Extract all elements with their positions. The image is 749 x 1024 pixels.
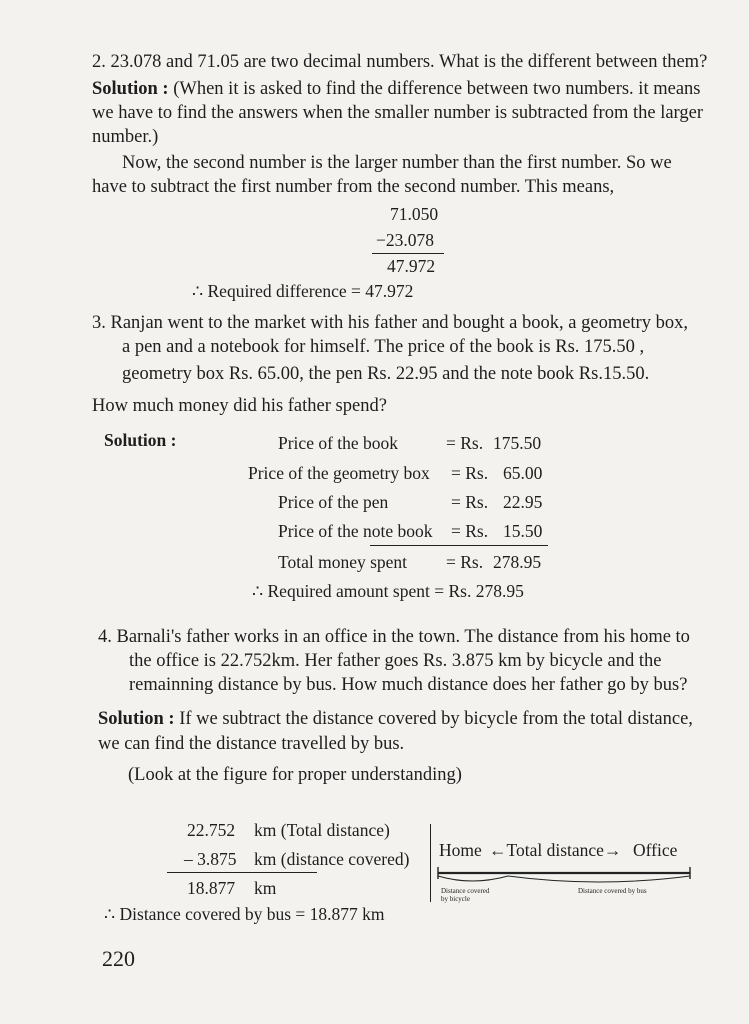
q2-result: ∴ Required difference = 47.972	[192, 281, 414, 301]
q4-question-line2: the office is 22.752km. Her father goes Rs. 3.875 km by bicycle and the	[129, 651, 662, 671]
q4-calc-bicycle-note: km (distance covered)	[254, 849, 410, 869]
q3-row-label: Price of the note book	[278, 521, 433, 541]
q2-solution-line3: number.)	[92, 127, 159, 147]
q4-look-note: (Look at the figure for proper understanding)	[128, 765, 462, 785]
q3-row-label: Price of the pen	[278, 492, 389, 512]
q2-now-line1: Now, the second number is the larger number than the first number. So we	[122, 153, 672, 173]
bicycle-label-line1: Distance covered	[441, 887, 490, 895]
q2-solution-label: Solution :	[92, 79, 169, 99]
figure-office-label: Office	[633, 840, 678, 860]
q3-result: ∴ Required amount spent = Rs. 278.95	[252, 581, 524, 601]
q4-calc-result: 18.877	[187, 878, 236, 898]
q4-calc-bicycle: – 3.875	[184, 849, 237, 869]
q4-solution-line1	[98, 710, 693, 729]
q3-row-label: Price of the book	[278, 433, 399, 453]
distance-line-figure	[434, 860, 696, 890]
q2-calc-rule	[372, 253, 444, 254]
q4-calc-rule	[167, 872, 317, 873]
q4-question-line1: 4. Barnali's father works in an office in the town. The distance from his home to	[98, 627, 690, 647]
q2-solution-text1: (When it is asked to find the difference between two numbers. it means	[173, 79, 701, 99]
q3-row-value: 175.50	[493, 433, 542, 453]
q2-calc-subtrahend: −23.078	[376, 230, 434, 250]
q3-row-value: 22.95	[503, 492, 543, 512]
bicycle-brace	[438, 876, 508, 881]
q3-row-value: 278.95	[493, 552, 542, 572]
q3-row-eq: = Rs.	[446, 433, 484, 453]
bicycle-label-line2: by bicycle	[441, 895, 470, 903]
q3-question-line2: a pen and a notebook for himself. The price of the book is Rs. 175.50 ,	[122, 337, 645, 357]
figure-divider	[430, 824, 431, 902]
q2-now-line2: have to subtract the first number from the second number. This means,	[92, 177, 615, 197]
q4-solution-label: Solution :	[98, 709, 175, 729]
q3-row-label: Total money spent	[278, 552, 408, 572]
q3-sum-rule	[370, 545, 548, 546]
q3-row-eq: = Rs.	[451, 492, 489, 512]
q2-calc-minuend: 71.050	[390, 204, 439, 224]
figure-total-label: ←Total distance→	[489, 840, 622, 860]
q3-row-value: 15.50	[503, 521, 543, 541]
q4-question-line3: remainning distance by bus. How much distance does her father go by bus?	[129, 675, 688, 695]
q3-question-line1: 3. Ranjan went to the market with his father and bought a book, a geometry box,	[92, 313, 688, 333]
q3-row-eq: = Rs.	[451, 463, 489, 483]
q2-solution-line2: we have to find the answers when the smaller number is subtracted from the larger	[92, 103, 703, 123]
q4-result: ∴ Distance covered by bus = 18.877 km	[104, 904, 385, 924]
q3-solution-label: Solution :	[104, 430, 177, 450]
q3-row-eq: = Rs.	[451, 521, 489, 541]
bus-brace	[508, 876, 690, 882]
bus-label: Distance covered by bus	[578, 887, 647, 895]
q2-calc-result: 47.972	[387, 256, 436, 276]
q4-calc-total: 22.752	[187, 820, 236, 840]
page-number: 220	[102, 946, 135, 971]
figure-home-label: Home	[439, 840, 482, 860]
q2-solution-line1	[92, 80, 700, 99]
q3-question-line3: geometry box Rs. 65.00, the pen Rs. 22.95 and the note book Rs.15.50.	[122, 364, 650, 384]
q4-calc-total-note: km (Total distance)	[254, 820, 390, 840]
q4-solution-text1: If we subtract the distance covered by bicycle from the total distance,	[179, 709, 693, 729]
q3-question-line4: How much money did his father spend?	[92, 396, 387, 416]
q4-calc-result-unit: km	[254, 878, 277, 898]
q3-row-value: 65.00	[503, 463, 543, 483]
q2-question: 2. 23.078 and 71.05 are two decimal numbers. What is the different between them?	[92, 52, 708, 72]
q3-row-eq: = Rs.	[446, 552, 484, 572]
q4-solution-line2: we can find the distance travelled by bus.	[98, 734, 405, 754]
q3-row-label: Price of the geometry box	[248, 463, 430, 483]
